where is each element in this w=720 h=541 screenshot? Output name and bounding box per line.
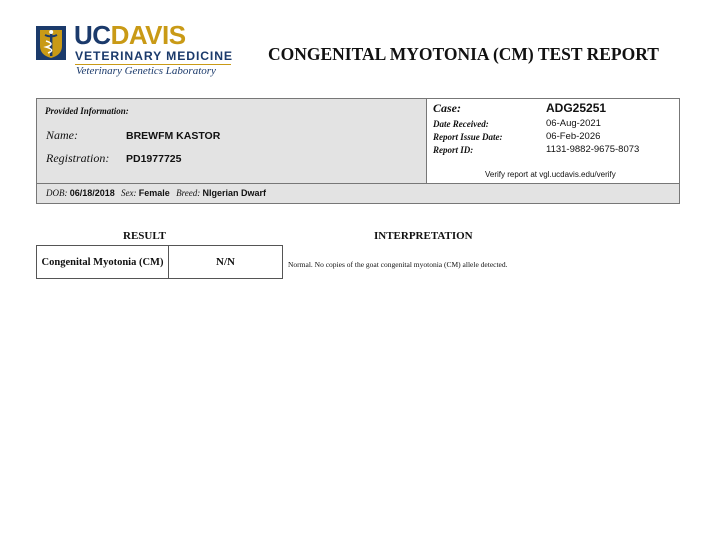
provided-info-heading: Provided Information: — [45, 106, 129, 116]
case-value: ADG25251 — [546, 101, 607, 115]
logo-school-name: VETERINARY MEDICINE — [75, 49, 233, 63]
result-genotype: N/N — [216, 256, 235, 268]
result-table — [36, 245, 283, 279]
dob-value: 06/18/2018 — [69, 188, 115, 198]
interpretation-text: Normal. No copies of the goat congenital myotonia (CM) allele detected. — [288, 260, 508, 269]
interpretation-heading: INTERPRETATION — [374, 230, 473, 242]
result-test-name: Congenital Myotonia (CM) — [37, 246, 169, 278]
sex-label: Sex: — [121, 188, 137, 198]
date-received-value: 06-Aug-2021 — [546, 118, 601, 129]
report-id-label: Report ID: — [433, 145, 474, 155]
sex-value: Female — [138, 188, 170, 198]
issue-date-value: 06-Feb-2026 — [546, 131, 601, 142]
issue-date-label: Report Issue Date: — [433, 132, 503, 142]
breed-label: Breed: — [176, 188, 201, 198]
breed-value: NIgerian Dwarf — [202, 188, 266, 198]
date-received-label: Date Received: — [433, 119, 489, 129]
animal-details — [46, 188, 266, 198]
logo-lab-name: Veterinary Genetics Laboratory — [76, 65, 216, 77]
report-id-value: 1131-9882-9675-8073 — [546, 144, 640, 155]
result-heading: RESULT — [123, 230, 167, 242]
name-value: BREWFM KASTOR — [126, 130, 221, 142]
name-label: Name: — [46, 128, 78, 142]
dob-label: DOB: — [46, 188, 68, 198]
registration-value: PD1977725 — [126, 153, 182, 165]
logo-brand: UCDAVIS — [74, 20, 186, 50]
caduceus-shield-icon — [36, 26, 66, 60]
registration-label: Registration: — [46, 151, 110, 165]
case-label: Case: — [433, 101, 461, 115]
page-title: CONGENITAL MYOTONIA (CM) TEST REPORT — [268, 44, 659, 64]
verify-report-link[interactable]: Verify report at vgl.ucdavis.edu/verify — [485, 170, 616, 179]
